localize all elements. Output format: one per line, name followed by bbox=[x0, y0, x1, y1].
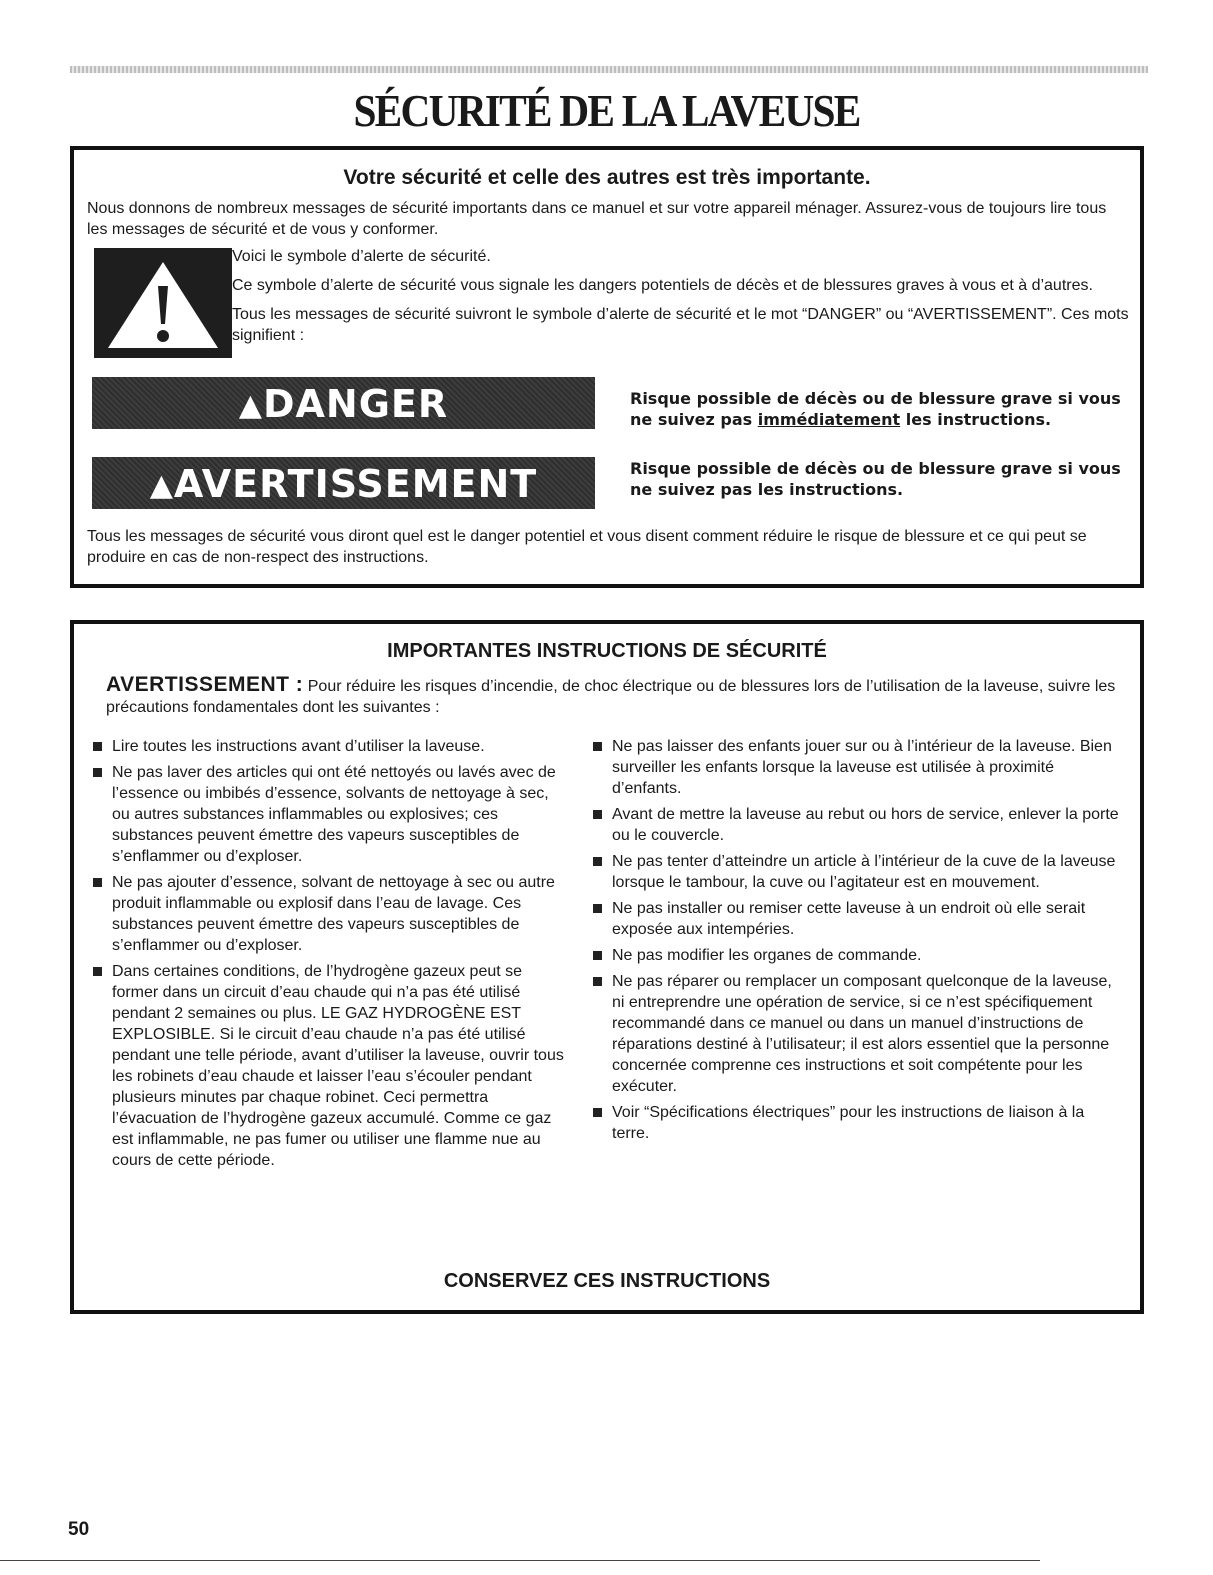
square-bullet-icon bbox=[93, 742, 102, 751]
square-bullet-icon bbox=[593, 810, 602, 819]
safety-message-box bbox=[70, 146, 1144, 588]
list-item: Voir “Spécifications électriques” pour les instructions de liaison à la terre. bbox=[590, 1102, 1120, 1144]
list-item: Lire toutes les instructions avant d’utiliser la laveuse. bbox=[90, 736, 564, 757]
bottom-rule bbox=[0, 1560, 1040, 1561]
instructions-box bbox=[70, 620, 1144, 1314]
alert-line: Ce symbole d’alerte de sécurité vous signale les dangers potentiels de décès et de blessures graves à vous et à d’autres. bbox=[232, 277, 1093, 294]
warning-signal-bar bbox=[92, 457, 595, 509]
list-item: Ne pas laver des articles qui ont été nettoyés ou lavés avec de l’essence ou imbibés d’essence, solvants de nettoyage à sec, ou autres substances inflammables ou explosives; ces substances peuvent émettre des vapeurs susceptibles de s’enflammer ou d’exploser. bbox=[90, 762, 564, 867]
warning-triangle-icon: ▲ bbox=[149, 468, 174, 503]
instructions-heading: IMPORTANTES INSTRUCTIONS DE SÉCURITÉ bbox=[387, 640, 827, 662]
square-bullet-icon bbox=[593, 951, 602, 960]
warning-label: AVERTISSEMENT bbox=[173, 462, 538, 506]
warning-intro bbox=[106, 674, 1116, 718]
alert-explanation bbox=[232, 246, 1132, 354]
square-bullet-icon bbox=[93, 967, 102, 976]
warning-intro-label: AVERTISSEMENT : bbox=[106, 673, 304, 696]
instructions-left-column bbox=[90, 736, 564, 1176]
list-item: Ne pas tenter d’atteindre un article à l’intérieur de la cuve de la laveuse lorsque le tambour, la cuve ou l’agitateur est en mouvement. bbox=[590, 851, 1120, 893]
list-item: Ne pas ajouter d’essence, solvant de nettoyage à sec ou autre produit inflammable ou explosif dans l’eau de lavage. Ces substances peuvent émettre des vapeurs susceptibles de s’enflammer ou d’exploser. bbox=[90, 872, 564, 956]
square-bullet-icon bbox=[93, 768, 102, 777]
list-item: Ne pas réparer ou remplacer un composant quelconque de la laveuse, ni entreprendre une opération de service, si ce n’est spécifiquement recommandé dans ce manuel ou dans un manuel d’instructions de réparations destiné à l’utilisateur; il est alors essentiel que la personne concernée comprenne ces instructions et soit compétente pour les exécuter. bbox=[590, 971, 1120, 1097]
safety-box-heading: Votre sécurité et celle des autres est très importante. bbox=[343, 166, 871, 189]
safety-closing: Tous les messages de sécurité vous diront quel est le danger potentiel et vous disent comment réduire le risque de blessure et ce qui peut se produire en cas de non-respect des instructions. bbox=[87, 528, 1087, 566]
list-item: Ne pas installer ou remiser cette laveuse à un endroit où elle serait exposée aux intempéries. bbox=[590, 898, 1120, 940]
list-item: Ne pas modifier les organes de commande. bbox=[590, 945, 1120, 966]
danger-signal-bar bbox=[92, 377, 595, 429]
square-bullet-icon bbox=[593, 742, 602, 751]
page-number: 50 bbox=[68, 1519, 90, 1540]
safety-intro: Nous donnons de nombreux messages de sécurité importants dans ce manuel et sur votre appareil ménager. Assurez-vous de toujours lire tous les messages de sécurité et de vous y conformer. bbox=[87, 200, 1107, 238]
list-item: Dans certaines conditions, de l’hydrogène gazeux peut se former dans un circuit d’eau chaude qui n’a pas été utilisé pendant 2 semaines ou plus. LE GAZ HYDROGÈNE EST EXPLOSIBLE. Si le circuit d’eau chaude n’a pas été utilisé pendant une telle période, avant d’utiliser la laveuse, ouvrir tous les robinets d’eau chaude et laisser l’eau s’écouler pendant plusieurs minutes par chaque robinet. Ceci permettra l’évacuation de l’hydrogène gazeux accumulé. Comme ce gaz est inflammable, ne pas fumer ou utiliser une flamme nue au cours de cette période. bbox=[90, 961, 564, 1171]
alert-line: Voici le symbole d’alerte de sécurité. bbox=[232, 248, 491, 265]
square-bullet-icon bbox=[593, 904, 602, 913]
alert-line: Tous les messages de sécurité suivront le symbole d’alerte de sécurité et le mot “DANGER” ou “AVERTISSEMENT”. Ces mots signifient : bbox=[232, 306, 1129, 344]
warning-triangle-icon: ▲ bbox=[238, 388, 263, 423]
warning-intro-text: Pour réduire les risques d’incendie, de choc électrique ou de blessures lors de l’utilisation de la laveuse, suivre les précautions fondamentales dont les suivantes : bbox=[106, 678, 1116, 716]
danger-label: DANGER bbox=[262, 382, 449, 426]
emphasis-immediately: immédiatement bbox=[757, 410, 901, 429]
safety-alert-icon bbox=[94, 248, 232, 358]
instructions-right-column bbox=[590, 736, 1120, 1149]
square-bullet-icon bbox=[593, 1108, 602, 1117]
top-decorative-rule bbox=[70, 66, 1148, 73]
square-bullet-icon bbox=[593, 977, 602, 986]
list-item: Avant de mettre la laveuse au rebut ou hors de service, enlever la porte ou le couvercle. bbox=[590, 804, 1120, 846]
warning-description: Risque possible de décès ou de blessure grave si vous ne suivez pas les instructions. bbox=[630, 459, 1121, 499]
save-instructions-footer: CONSERVEZ CES INSTRUCTIONS bbox=[443, 1270, 771, 1292]
list-item: Ne pas laisser des enfants jouer sur ou à l’intérieur de la laveuse. Bien surveiller les enfants lorsque la laveuse est utilisée à proximité d’enfants. bbox=[590, 736, 1120, 799]
square-bullet-icon bbox=[593, 857, 602, 866]
page-title: SÉCURITÉ DE LA LAVEUSE bbox=[353, 85, 860, 136]
square-bullet-icon bbox=[93, 878, 102, 887]
danger-description: Risque possible de décès ou de blessure grave si vous ne suivez pas immédiatement les instructions. bbox=[630, 389, 1121, 429]
